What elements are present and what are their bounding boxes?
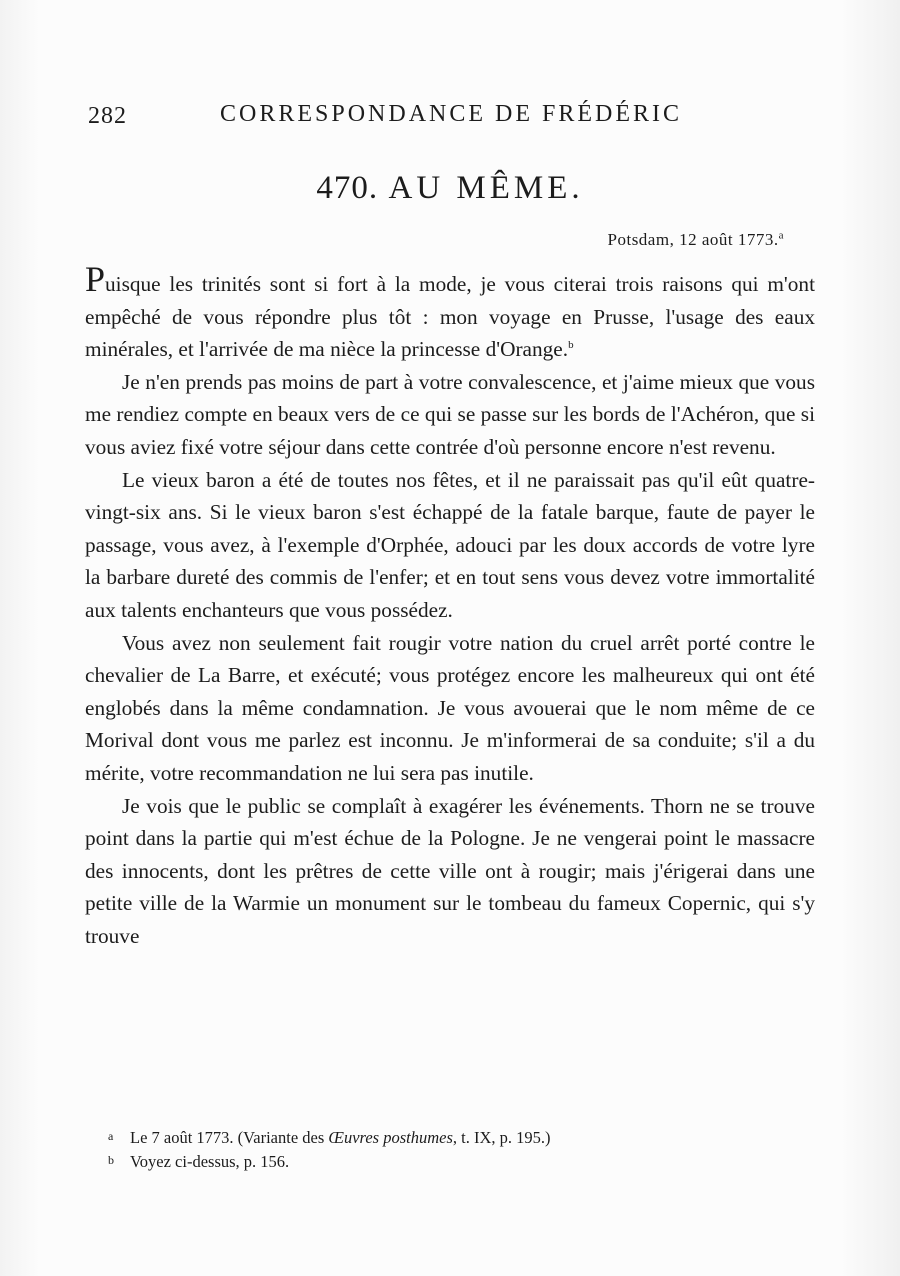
note-ref-a: a xyxy=(778,229,784,242)
dateline xyxy=(608,230,784,250)
paragraph-3: Le vieux baron a été de toutes nos fêtes, et il ne paraissait pas qu'il eût quatre-vingt-six ans. Si le vieux baron s'est échappé de la fatale barque, faute de payer le passage, vous avez, à l'exemple d'Orphée, adouci par les doux accords de votre lyre la barbare dureté des commis de l'enfer; et en tout sens vous devez votre immortalité aux talents enchanteurs que vous possédez. xyxy=(85,467,815,622)
footnote-b xyxy=(108,1149,808,1173)
footnote-italic-title: Œuvres posthumes xyxy=(328,1128,453,1147)
running-header xyxy=(88,101,818,131)
footnote-text-end: , t. IX, p. 195.) xyxy=(452,1128,551,1147)
running-title: CORRESPONDANCE DE FRÉDÉRIC xyxy=(220,101,683,127)
footnote-a xyxy=(108,1125,808,1149)
initial-letter: P xyxy=(85,259,106,299)
paragraph-2: Je n'en prends pas moins de part à votre convalescence, et j'aime mieux que vous me rendiez compte en beaux vers de ce qui se passe sur les bords de l'Achéron, que si vous aviez fixé votre séjour dans cette contrée d'où personne encore n'est revenu. xyxy=(85,369,815,459)
paragraph-4: Vous avez non seulement fait rougir votre nation du cruel arrêt porté contre le chevalier de La Barre, et exécuté; vous protégez encore les malheureux qui ont été englobés dans la même condamnation. Je vous avouerai que le nom même de ce Morival dont vous me parlez est inconnu. Je m'informerai de sa conduite; s'il a du mérite, votre recommandation ne lui sera pas inutile. xyxy=(85,630,815,785)
note-ref-b: b xyxy=(568,339,574,352)
footnote-marker: b xyxy=(108,1153,114,1167)
dateline-text: Potsdam, 12 août 1773. xyxy=(607,230,779,249)
page-number: 282 xyxy=(88,103,127,129)
paragraph-5: Je vois que le public se complaît à exagérer les événements. Thorn ne se trouve point dans la partie qui m'est échue de la Pologne. Je ne vengerai point le massacre des innocents, dont les prêtres de cette ville ont à rougir; mais j'érigerai dans une petite ville de la Warmie un monument sur le tombeau du fameux Copernic, qui s'y trouve xyxy=(85,793,815,948)
letter-heading xyxy=(0,170,900,207)
letter-number: 470. xyxy=(316,170,379,206)
footnote-text: Voyez ci-dessus, p. 156. xyxy=(130,1152,290,1171)
paragraph-1 xyxy=(85,259,815,366)
letter-body xyxy=(85,259,815,952)
footnote-text: Le 7 août 1773. (Variante des xyxy=(130,1128,329,1147)
footnote-marker: a xyxy=(108,1129,114,1143)
letter-title: AU MÊME. xyxy=(388,170,584,206)
footnotes xyxy=(108,1125,808,1173)
paragraph-1-text: uisque les trinités sont si fort à la mode, je vous citerai trois raisons qui m'ont empêché de vous répondre plus tôt : mon voyage en Prusse, l'usage des eaux minérales, et l'arrivée de ma nièce la princesse d'Orange. xyxy=(85,272,815,362)
